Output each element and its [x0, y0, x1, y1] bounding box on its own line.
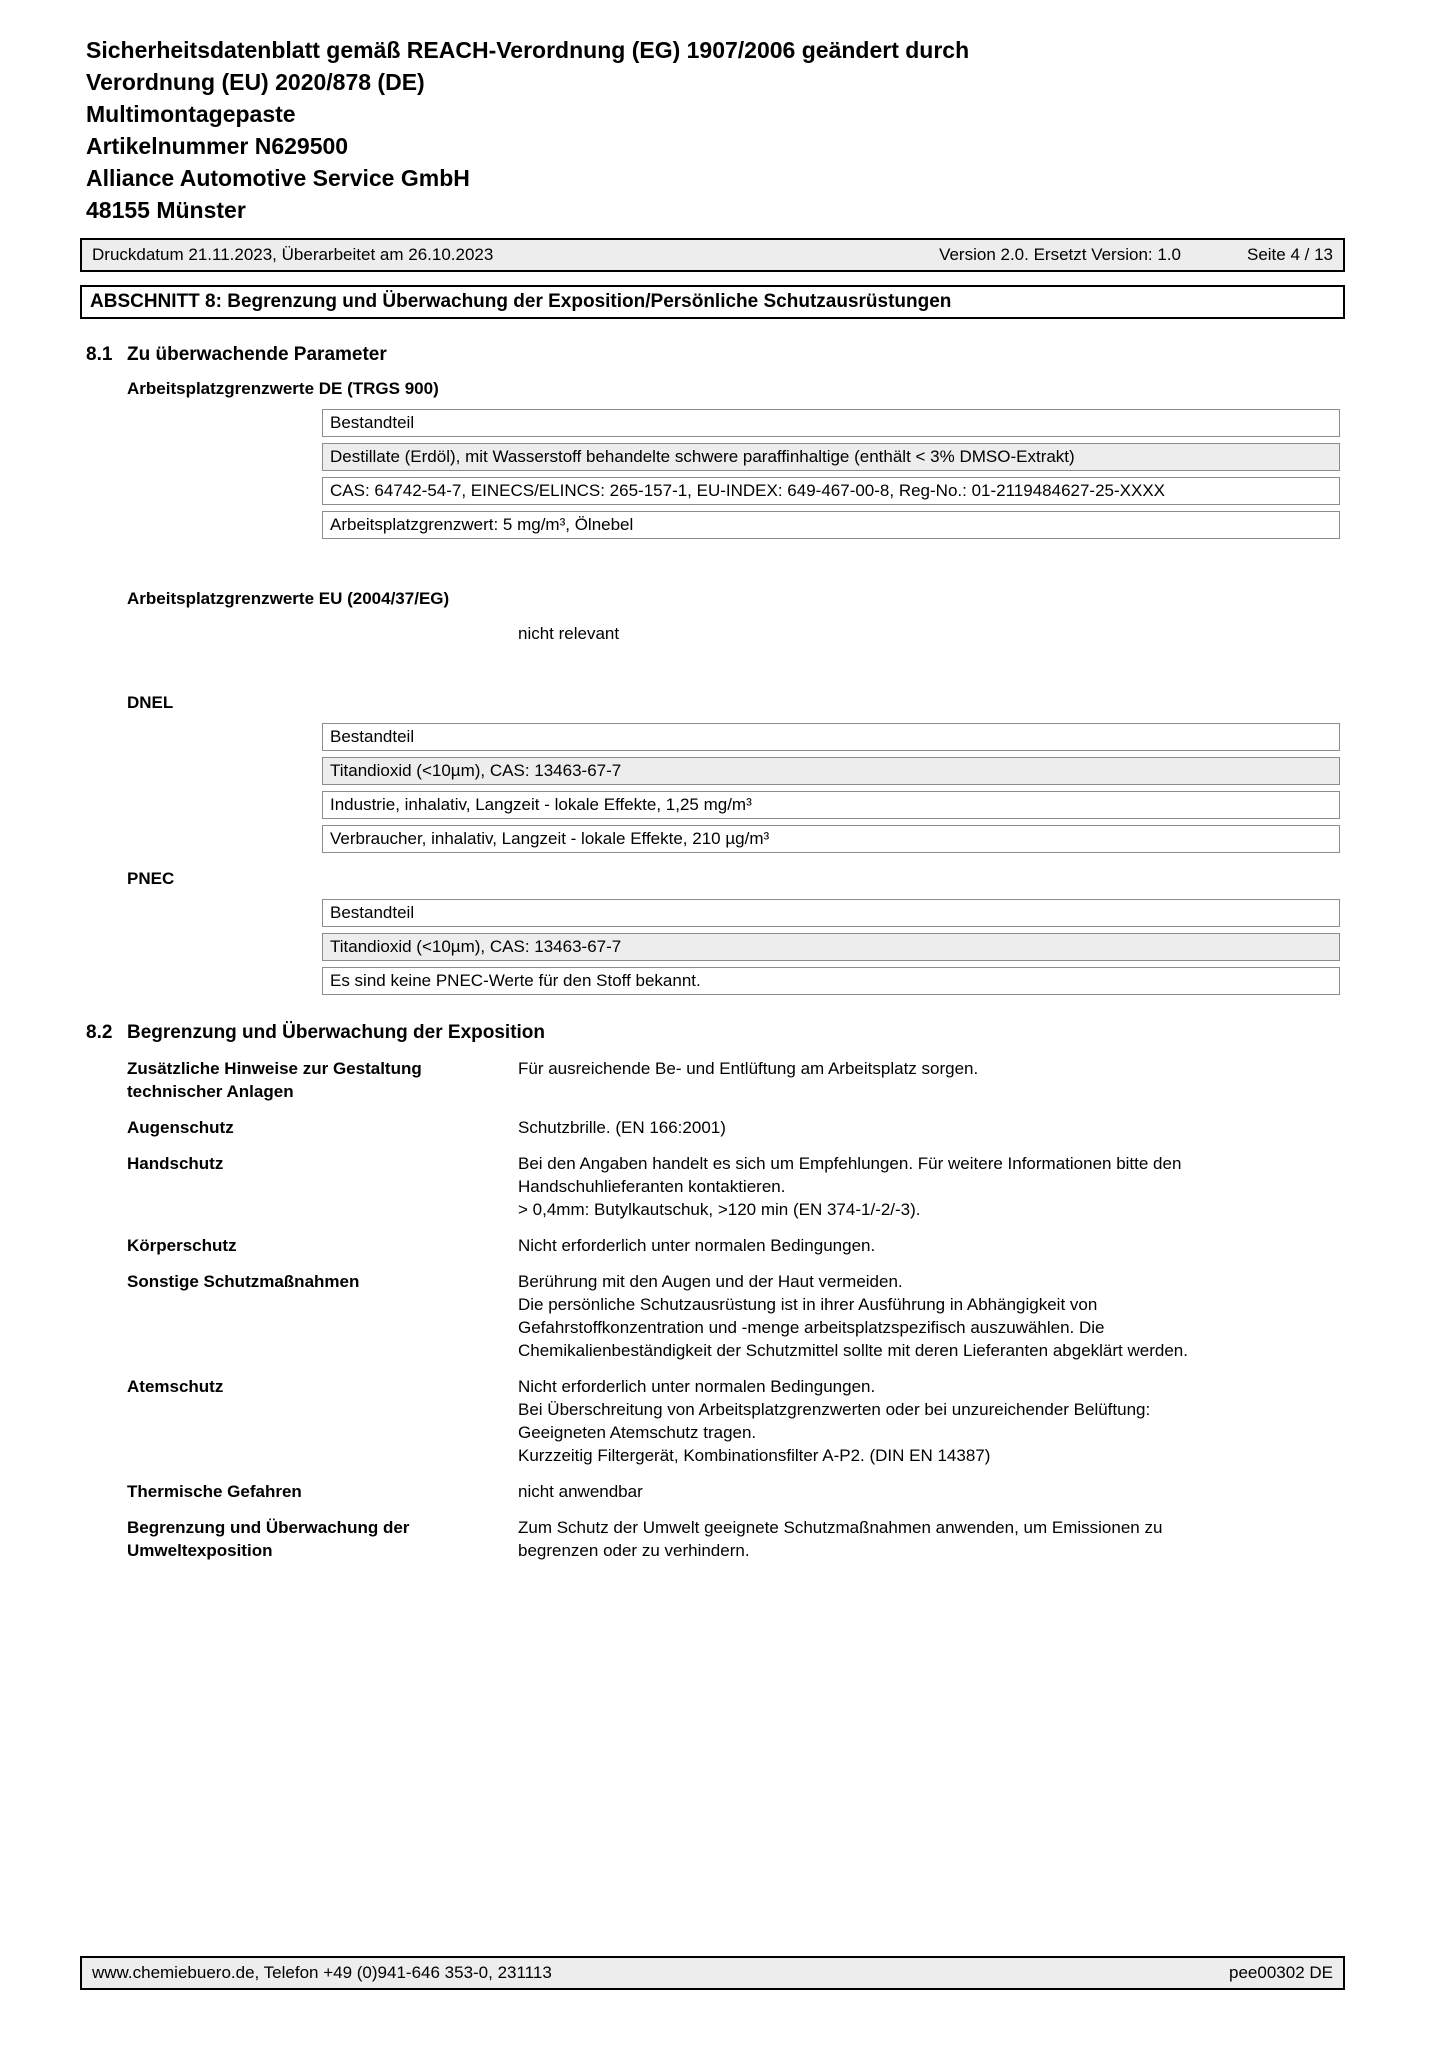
- document-title-line1: Sicherheitsdatenblatt gemäß REACH-Verordnung (EG) 1907/2006 geändert durch: [86, 37, 970, 63]
- footer-contact: www.chemiebuero.de, Telefon +49 (0)941-646 353-0, 231113: [92, 1963, 552, 1982]
- label-line: technischer Anlagen: [127, 1082, 294, 1101]
- footer-doc-code: pee00302 DE: [1229, 1963, 1333, 1982]
- field-label: [127, 1234, 518, 1257]
- value-line: nicht anwendbar: [518, 1482, 643, 1501]
- eu-limits-value: nicht relevant: [518, 624, 620, 643]
- field-value: [518, 1152, 1345, 1221]
- table-row: CAS: 64742-54-7, EINECS/ELINCS: 265-157-1, EU-INDEX: 649-467-00-8, Reg-No.: 01-2119484627-25-XXXX: [322, 477, 1340, 505]
- value-line: Für ausreichende Be- und Entlüftung am Arbeitsplatz sorgen.: [518, 1059, 979, 1078]
- dnel-heading: DNEL: [127, 693, 174, 712]
- label-line: Augenschutz: [127, 1118, 234, 1137]
- page-number: Seite 4 / 13: [1246, 245, 1333, 264]
- table-row: Industrie, inhalativ, Langzeit - lokale Effekte, 1,25 mg/m³: [322, 791, 1340, 819]
- field-label: [127, 1116, 518, 1139]
- value-line: Bei Überschreitung von Arbeitsplatzgrenzwerten oder bei unzureichender Belüftung:: [518, 1400, 1151, 1419]
- value-line: Schutzbrille. (EN 166:2001): [518, 1118, 726, 1137]
- section-title: Zu überwachende Parameter: [127, 344, 387, 365]
- table-row: Arbeitsplatzgrenzwert: 5 mg/m³, Ölnebel: [322, 511, 1340, 539]
- label-line: Körperschutz: [127, 1236, 237, 1255]
- table-row: Titandioxid (<10µm), CAS: 13463-67-7: [322, 933, 1340, 961]
- kv-row-body-protection: [127, 1234, 1345, 1257]
- pnec-heading: PNEC: [127, 869, 175, 888]
- eu-limits-heading: Arbeitsplatzgrenzwerte EU (2004/37/EG): [127, 589, 450, 608]
- page-content: [80, 0, 1345, 1575]
- section-8-banner: ABSCHNITT 8: Begrenzung und Überwachung der Exposition/Persönliche Schutzausrüstungen: [80, 285, 1345, 319]
- field-value: [518, 1516, 1345, 1562]
- value-line: Zum Schutz der Umwelt geeignete Schutzmaßnahmen anwenden, um Emissionen zu: [518, 1518, 1163, 1537]
- document-header: [86, 34, 1345, 226]
- trgs-heading: Arbeitsplatzgrenzwerte DE (TRGS 900): [127, 379, 439, 398]
- kv-row-thermal-hazards: [127, 1480, 1345, 1503]
- table-row: Bestandteil: [322, 409, 1340, 437]
- value-line: Kurzzeitig Filtergerät, Kombinationsfilter A-P2. (DIN EN 14387): [518, 1446, 991, 1465]
- value-line: Bei den Angaben handelt es sich um Empfehlungen. Für weitere Informationen bitte den: [518, 1154, 1182, 1173]
- table-row: Es sind keine PNEC-Werte für den Stoff bekannt.: [322, 967, 1340, 995]
- label-line: Zusätzliche Hinweise zur Gestaltung: [127, 1059, 422, 1078]
- label-line: Atemschutz: [127, 1377, 224, 1396]
- field-label: [127, 1480, 518, 1503]
- value-line: Geeigneten Atemschutz tragen.: [518, 1423, 757, 1442]
- kv-row-eye-protection: [127, 1116, 1345, 1139]
- field-label: [127, 1057, 518, 1103]
- label-line: Begrenzung und Überwachung der: [127, 1518, 410, 1537]
- table-row: Bestandteil: [322, 899, 1340, 927]
- footer-bar: [80, 1956, 1345, 1990]
- company-city: 48155 Münster: [86, 197, 246, 223]
- section-title: Begrenzung und Überwachung der Exposition: [127, 1022, 546, 1043]
- article-number: Artikelnummer N629500: [86, 133, 349, 159]
- field-label: [127, 1516, 518, 1562]
- field-value: [518, 1057, 1345, 1103]
- kv-row-other-measures: [127, 1270, 1345, 1362]
- label-line: Handschutz: [127, 1154, 224, 1173]
- field-label: [127, 1270, 518, 1362]
- field-value: [518, 1270, 1345, 1362]
- meta-bar: [80, 238, 1345, 272]
- field-value: [518, 1375, 1345, 1467]
- product-name: Multimontagepaste: [86, 101, 296, 127]
- section-number: 8.2: [86, 1022, 113, 1043]
- kv-row-technical-measures: [127, 1057, 1345, 1103]
- field-value: [518, 1480, 1345, 1503]
- table-row: Destillate (Erdöl), mit Wasserstoff behandelte schwere paraffinhaltige (enthält < 3% DMSO-Extrakt): [322, 443, 1340, 471]
- field-label: [127, 1152, 518, 1221]
- kv-row-hand-protection: [127, 1152, 1345, 1221]
- section-8-2-heading: [80, 1021, 1345, 1045]
- pnec-table: [322, 899, 1340, 995]
- label-line: Thermische Gefahren: [127, 1482, 302, 1501]
- kv-row-environmental-exposure: [127, 1516, 1345, 1562]
- table-row: Bestandteil: [322, 723, 1340, 751]
- print-date: Druckdatum 21.11.2023, Überarbeitet am 26.10.2023: [92, 245, 494, 264]
- value-line: begrenzen oder zu verhindern.: [518, 1541, 750, 1560]
- value-line: Chemikalienbeständigkeit der Schutzmittel sollte mit deren Lieferanten abgeklärt werden.: [518, 1341, 1188, 1360]
- value-line: Berührung mit den Augen und der Haut vermeiden.: [518, 1272, 903, 1291]
- value-line: > 0,4mm: Butylkautschuk, >120 min (EN 374-1/-2/-3).: [518, 1200, 921, 1219]
- value-line: Nicht erforderlich unter normalen Bedingungen.: [518, 1236, 876, 1255]
- field-label: [127, 1375, 518, 1467]
- value-line: Gefahrstoffkonzentration und -menge arbeitsplatzspezifisch auszuwählen. Die: [518, 1318, 1105, 1337]
- document-title-line2: Verordnung (EU) 2020/878 (DE): [86, 69, 425, 95]
- section-number: 8.1: [86, 344, 113, 365]
- trgs-table: [322, 409, 1340, 539]
- value-line: Die persönliche Schutzausrüstung ist in ihrer Ausführung in Abhängigkeit von: [518, 1295, 1098, 1314]
- kv-row-respiratory-protection: [127, 1375, 1345, 1467]
- dnel-table: [322, 723, 1340, 853]
- field-value: [518, 1116, 1345, 1139]
- version-info: Version 2.0. Ersetzt Version: 1.0: [939, 245, 1181, 264]
- value-line: Nicht erforderlich unter normalen Bedingungen.: [518, 1377, 876, 1396]
- table-row: Verbraucher, inhalativ, Langzeit - lokale Effekte, 210 µg/m³: [322, 825, 1340, 853]
- field-value: [518, 1234, 1345, 1257]
- section-8-1-heading: [80, 343, 1345, 367]
- label-line: Umweltexposition: [127, 1541, 273, 1560]
- protection-measures-list: [127, 1057, 1345, 1562]
- table-row: Titandioxid (<10µm), CAS: 13463-67-7: [322, 757, 1340, 785]
- company-name: Alliance Automotive Service GmbH: [86, 165, 470, 191]
- value-line: Handschuhlieferanten kontaktieren.: [518, 1177, 786, 1196]
- label-line: Sonstige Schutzmaßnahmen: [127, 1272, 360, 1291]
